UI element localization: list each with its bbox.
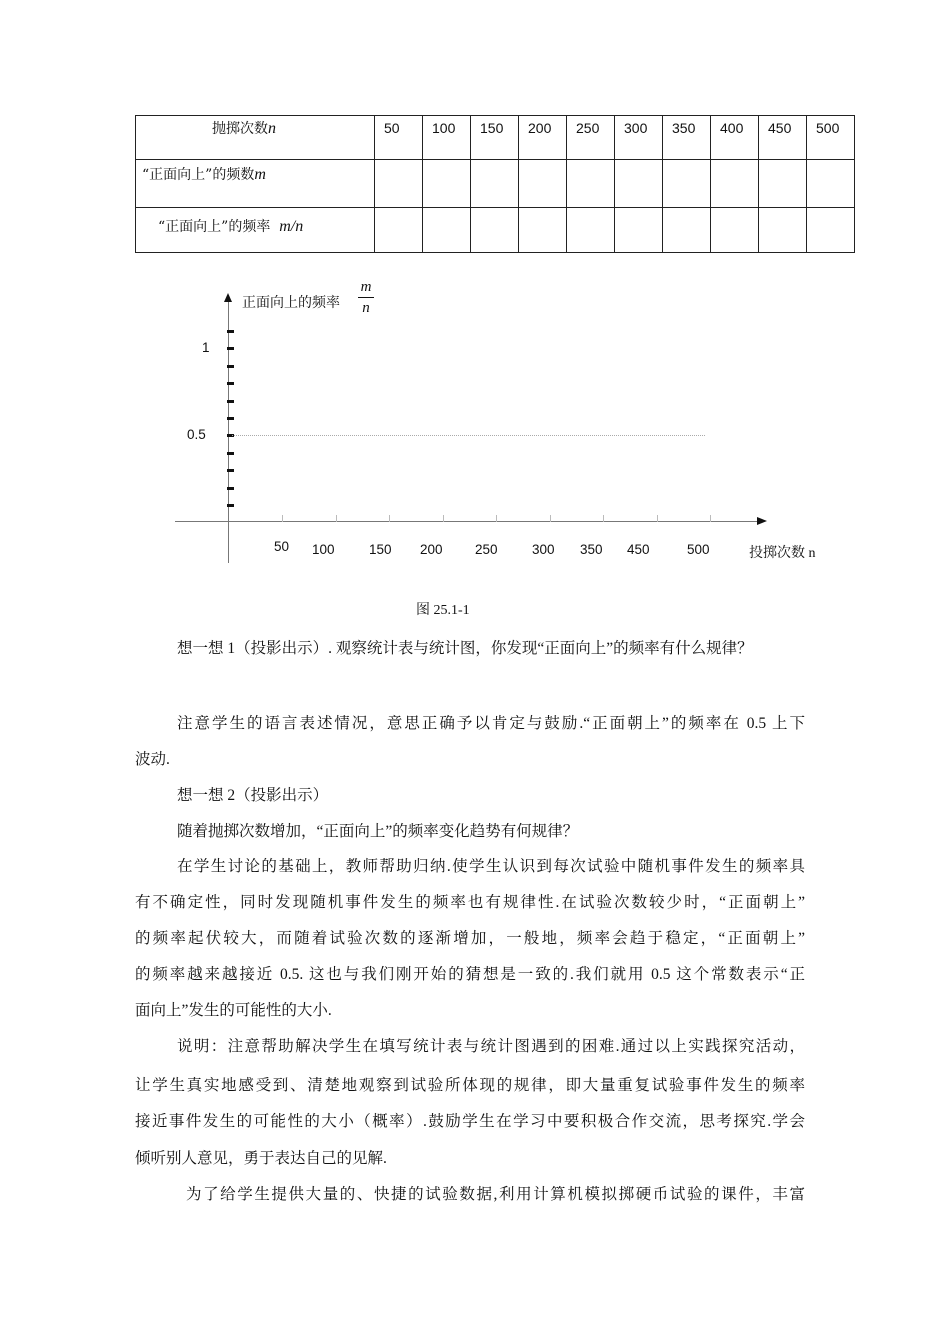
y-tick: [227, 469, 234, 472]
x-tick-label: 250: [475, 542, 498, 557]
x-tick-label: 500: [687, 542, 710, 557]
table-cell[interactable]: [663, 160, 711, 208]
row-header-n: [136, 116, 375, 160]
text-line: 有不确定性，同时发现随机事件发生的频率也有规律性.在试验次数较少时，“正面朝上”: [135, 894, 805, 911]
table-cell[interactable]: [759, 208, 807, 253]
fraction-denominator: n: [362, 300, 370, 316]
table-cell[interactable]: [807, 160, 855, 208]
table-cell[interactable]: [471, 208, 519, 253]
table-cell: 150: [471, 116, 519, 160]
x-tick-label: 200: [420, 542, 443, 557]
y-tick-label: 1: [202, 340, 210, 355]
table-cell[interactable]: [375, 208, 423, 253]
y-tick: [227, 452, 234, 455]
x-tick: [389, 515, 390, 522]
table-cell[interactable]: [567, 160, 615, 208]
table-row: [136, 116, 855, 160]
y-tick: [227, 365, 234, 368]
table-cell[interactable]: [423, 208, 471, 253]
text-line: 让学生真实地感受到、清楚地观察到试验所体现的规律，即大量重复试验事件发生的频率: [135, 1077, 805, 1094]
row-header-label: 抛掷次数: [212, 121, 268, 137]
table-cell: 450: [759, 116, 807, 160]
frequency-table: [135, 115, 855, 253]
table-cell: 100: [423, 116, 471, 160]
table-cell[interactable]: [471, 160, 519, 208]
row-header-mn: [136, 208, 375, 253]
math-var: m/n: [279, 218, 304, 235]
table-cell[interactable]: [567, 208, 615, 253]
x-tick: [443, 515, 444, 522]
table-cell[interactable]: [711, 160, 759, 208]
table-cell[interactable]: [615, 208, 663, 253]
reference-line: [232, 435, 705, 436]
x-axis: [175, 521, 757, 522]
x-tick-label: 150: [369, 542, 392, 557]
table-cell[interactable]: [423, 160, 471, 208]
y-axis-fraction: [358, 278, 374, 317]
text-line: 倾听别人意见，勇于表达自己的见解.: [135, 1150, 387, 1167]
x-tick-label: 450: [627, 542, 650, 557]
text-line: 波动.: [135, 751, 170, 768]
table-cell[interactable]: [807, 208, 855, 253]
table-cell[interactable]: [759, 160, 807, 208]
text-line: 注意学生的语言表述情况，意思正确予以肯定与鼓励.“正面朝上”的频率在 0.5 上下: [177, 715, 805, 732]
text-line: 的频率越来越接近 0.5. 这也与我们刚开始的猜想是一致的.我们就用 0.5 这个常数表示“正: [135, 966, 805, 983]
y-tick: [227, 400, 234, 403]
text-line: 接近事件发生的可能性的大小（概率）.鼓励学生在学习中要积极合作交流，思考探究.学会: [135, 1113, 805, 1130]
text-line: 为了给学生提供大量的、快捷的试验数据,利用计算机模拟掷硬币试验的课件，丰富: [186, 1186, 805, 1203]
y-axis-label: 正面向上的频率: [242, 296, 340, 311]
y-tick-label: 0.5: [187, 427, 206, 442]
table-cell: 500: [807, 116, 855, 160]
table-cell[interactable]: [615, 160, 663, 208]
table-cell[interactable]: [519, 208, 567, 253]
x-tick: [603, 515, 604, 522]
y-tick: [227, 487, 234, 490]
text-line: 在学生讨论的基础上，教师帮助归纳.使学生认识到每次试验中随机事件发生的频率具: [177, 858, 805, 875]
row-header-label: “正面向上”的频数: [142, 167, 255, 183]
x-axis-label: 投掷次数 n: [749, 546, 816, 561]
y-tick: [227, 347, 234, 350]
table-cell: 400: [711, 116, 759, 160]
x-tick: [657, 515, 658, 522]
y-tick: [227, 417, 234, 420]
text-line: 随着抛掷次数增加，“正面向上”的频率变化趋势有何规律？: [177, 823, 579, 840]
x-tick-label: 100: [312, 542, 335, 557]
text-line: 说明：注意帮助解决学生在填写统计表与统计图遇到的困难.通过以上实践探究活动，: [177, 1038, 805, 1055]
text-line: 面向上”发生的可能性的大小.: [135, 1002, 332, 1019]
table-cell: 300: [615, 116, 663, 160]
x-tick: [710, 515, 711, 522]
row-header-label: “正面向上”的频率: [158, 219, 271, 235]
x-tick-label: 350: [580, 542, 603, 557]
table-cell: 350: [663, 116, 711, 160]
x-tick: [550, 515, 551, 522]
x-tick: [336, 515, 337, 522]
row-header-m: [136, 160, 375, 208]
table-cell[interactable]: [375, 160, 423, 208]
y-axis-arrow-icon: [224, 293, 232, 302]
x-tick: [282, 515, 283, 522]
x-tick: [496, 515, 497, 522]
text-line: 想一想 2（投影出示）: [177, 787, 329, 804]
text-line: 想一想 1（投影出示）. 观察统计表与统计图，你发现“正面向上”的频率有什么规律？: [177, 640, 753, 657]
x-axis-arrow-icon: [757, 517, 767, 525]
y-axis: [228, 300, 229, 563]
math-var: n: [268, 120, 276, 137]
table-cell: 50: [375, 116, 423, 160]
table-cell: 200: [519, 116, 567, 160]
table-cell[interactable]: [663, 208, 711, 253]
table-row: [136, 208, 855, 253]
fraction-numerator: m: [360, 279, 372, 295]
figure-caption: 图 25.1-1: [416, 603, 470, 618]
x-tick-label: 50: [274, 539, 290, 554]
table-cell[interactable]: [519, 160, 567, 208]
y-tick: [227, 330, 234, 333]
y-tick: [227, 504, 234, 507]
math-var: m: [254, 166, 266, 183]
table-row: [136, 160, 855, 208]
table-cell: 250: [567, 116, 615, 160]
text-line: 的频率起伏较大，而随着试验次数的逐渐增加，一般地，频率会趋于稳定，“正面朝上”: [135, 930, 805, 947]
table-cell[interactable]: [711, 208, 759, 253]
y-tick: [227, 382, 234, 385]
x-tick-label: 300: [532, 542, 555, 557]
